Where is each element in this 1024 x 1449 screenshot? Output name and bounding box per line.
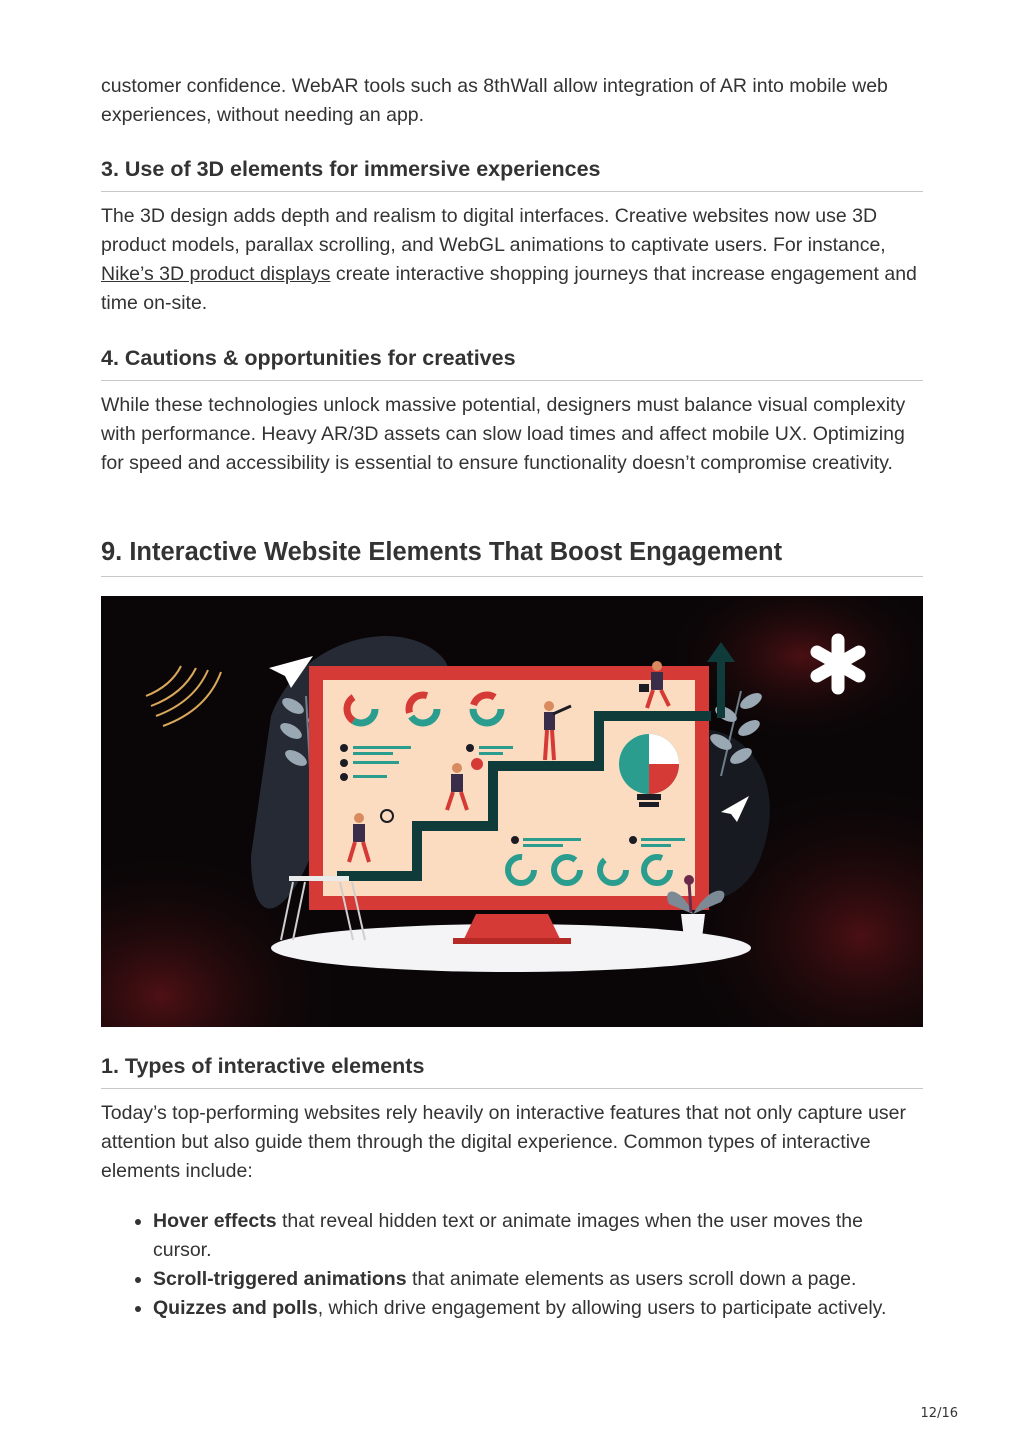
chapter-heading: 9. Interactive Website Elements That Boost Engagement bbox=[101, 537, 923, 577]
list-item-bold: Scroll-triggered animations bbox=[153, 1268, 407, 1290]
list-item-bold: Quizzes and polls bbox=[153, 1297, 318, 1319]
intro-paragraph: customer confidence. WebAR tools such as 8thWall allow integration of AR into mobile web experiences, without needing an app. bbox=[101, 75, 888, 126]
page-number: 12/16 bbox=[920, 1406, 958, 1421]
section-heading-cautions: 4. Cautions & opportunities for creatives bbox=[101, 345, 923, 381]
monitor-stand bbox=[463, 914, 561, 941]
section-3d-text-after: create interactive shopping journeys that increase engagement and time on-site. bbox=[101, 263, 917, 314]
section-heading-3d: 3. Use of 3D elements for immersive experiences bbox=[101, 156, 923, 192]
list-item-text: , which drive engagement by allowing users to participate actively. bbox=[317, 1297, 887, 1319]
section-3d-paragraph bbox=[101, 202, 923, 318]
hero-illustration bbox=[101, 596, 923, 1027]
list-item-text: that reveal hidden text or animate images when the user moves the cursor. bbox=[153, 1210, 863, 1261]
types-paragraph: Today’s top-performing websites rely heavily on interactive features that not only capture user attention but also guide them through the digital experience. Common types of interactive elements include: bbox=[101, 1102, 906, 1182]
section-heading-types: 1. Types of interactive elements bbox=[101, 1053, 923, 1089]
list-item bbox=[153, 1294, 923, 1323]
list-item-text: that animate elements as users scroll down a page. bbox=[406, 1268, 857, 1290]
interactive-website-illustration bbox=[101, 596, 923, 1027]
list-item bbox=[153, 1265, 923, 1294]
interactive-elements-list bbox=[101, 1207, 923, 1323]
section-3d-text-before: The 3D design adds depth and realism to digital interfaces. Creative websites now use 3D product models, parallax scrolling, and WebGL animations to captivate users. For instance, bbox=[101, 205, 886, 256]
nike-3d-link[interactable]: Nike’s 3D product displays bbox=[101, 263, 331, 285]
section-cautions-paragraph: While these technologies unlock massive potential, designers must balance visual complexity with performance. Heavy AR/3D assets can slow load times and affect mobile UX. Optimizing for speed and accessibility is essential to ensure functionality doesn’t compromise creativity. bbox=[101, 394, 906, 474]
list-item bbox=[153, 1207, 923, 1265]
list-item-bold: Hover effects bbox=[153, 1210, 277, 1232]
